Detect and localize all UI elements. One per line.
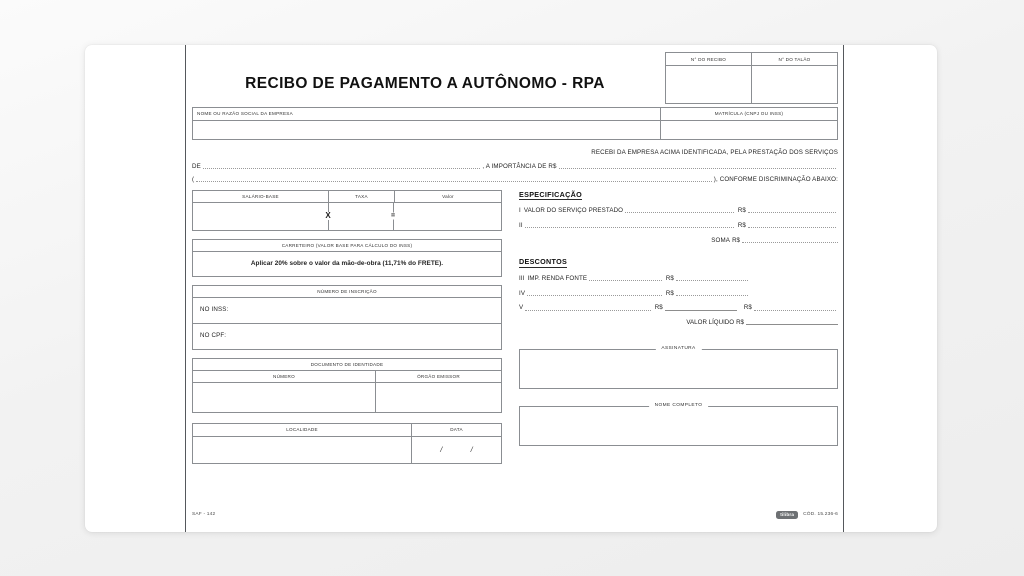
nome-completo-box[interactable] [519,402,838,446]
statement-line-1 [192,149,838,157]
item-1-label: VALOR DO SERVIÇO PRESTADO [523,207,624,215]
item-5-currency: R$ [654,304,663,312]
item-1-currency: R$ [737,207,746,215]
form-code: SAF - 142 [192,512,216,518]
form-footer [192,511,838,519]
amount-numeric-field[interactable] [559,168,836,169]
soma-amount-field[interactable] [742,242,838,243]
item-5-description-field[interactable] [525,310,650,311]
identity-divider [375,383,376,412]
service-description-field[interactable] [203,168,480,169]
company-matricula-field[interactable] [661,121,837,140]
descontos-title: DESCONTOS [519,257,568,267]
locality-headers [193,424,501,436]
footer-right-group [776,511,838,519]
valor-liquido-row [519,319,838,327]
item-2-amount-field[interactable] [748,227,836,228]
item-3-amount-field[interactable] [676,280,748,281]
identity-numero-label: NÚMERO [193,371,376,382]
soma-currency: R$ [732,236,740,244]
especificacao-section [519,190,838,245]
date-field[interactable] [412,437,501,463]
statement-line-3 [192,176,838,184]
salary-taxa-header: TAXA [329,191,395,202]
valor-liquido-currency: R$ [736,319,744,327]
amount-written-field[interactable] [196,181,712,182]
receipt-number-field[interactable] [666,66,751,103]
descontos-item-5 [519,304,838,312]
rpa-form [192,52,838,525]
assinatura-label: ASSINATURA [655,346,701,352]
receipt-number-label: N° DO RECIBO [666,53,751,66]
locality-box [192,423,502,463]
descontos-section [519,257,838,327]
talon-number-cell[interactable] [751,53,837,103]
item-2-description-field[interactable] [525,227,734,228]
item-5-numeral: V [519,304,524,312]
right-column [502,190,838,464]
tilibra-logo: tilibra [776,511,798,519]
item-3-label: IMP. RENDA FONTE [527,274,588,282]
inss-row[interactable] [193,298,501,324]
multiply-operator-icon: X [325,211,331,221]
descontos-item-4 [519,290,838,298]
left-column [192,190,502,464]
equals-operator-icon: = [390,212,396,220]
cpf-row[interactable] [193,324,501,349]
item-2-currency: R$ [737,221,746,229]
item-4-currency: R$ [665,289,674,297]
company-name-label: NOME OU RAZÃO SOCIAL DA EMPRESA [193,108,660,120]
localidade-label: LOCALIDADE [193,424,412,435]
valor-liquido-label: VALOR LÍQUIDO [686,319,735,327]
statement-importancia-label: , A IMPORTÂNCIA DE R$ [482,162,557,170]
carreteiro-instruction: Aplicar 20% sobre o valor da mão-de-obra (11,71% do FRETE). [250,259,444,267]
inss-label: NO INSS: [200,306,229,314]
company-matricula-label: MATRÍCULA (CNPJ OU INSS) [661,108,837,120]
item-1-numeral: I [519,207,521,215]
item-1-leader [625,212,734,213]
statement-de-label: DE [192,162,201,170]
item-3-numeral: III [519,274,525,282]
item-1-amount-field[interactable] [748,212,836,213]
soma-label: SOMA [711,236,731,244]
descontos-item-3 [519,275,838,283]
perforation-line-left [185,45,186,532]
salary-table [192,190,502,231]
data-label: DATA [450,427,463,433]
especificacao-title: ESPECIFICAÇÃO [519,189,583,199]
page-title: RECIBO DE PAGAMENTO A AUTÔNOMO - RPA [245,75,605,92]
item-2-numeral: II [519,221,523,229]
statement-line-1-text: RECEBI DA EMPRESA ACIMA IDENTIFICADA, PELA PRESTAÇÃO DOS SERVIÇOS [591,149,838,157]
locality-fields [193,437,501,463]
item-5-amount-field[interactable] [665,310,737,311]
statement-line-2 [192,163,838,171]
date-separator-1: / [440,444,443,454]
item-4-numeral: IV [519,289,526,297]
salary-base-header: SALÁRIO-BASE [193,191,329,202]
statement-block [192,149,838,183]
item-5-total-field[interactable] [754,310,836,311]
salary-table-header [193,191,501,203]
cpf-label: NO CPF: [200,332,227,340]
carreteiro-box [192,239,502,277]
assinatura-box[interactable] [519,345,838,389]
statement-discriminacao-label: ), CONFORME DISCRIMINAÇÃO ABAIXO: [713,175,838,183]
company-matricula-cell[interactable] [660,107,838,140]
localidade-field[interactable] [193,437,412,463]
receipt-number-cell[interactable] [666,53,751,103]
soma-row [519,237,838,245]
especificacao-item-2 [519,222,838,230]
perforation-line-right [843,45,844,532]
identity-subheaders [193,371,501,383]
item-5-total-currency: R$ [743,304,752,312]
receipt-number-boxes [665,52,838,104]
identity-document-box [192,358,502,413]
talon-number-label: N° DO TALÃO [752,53,837,66]
especificacao-item-1 [519,207,838,215]
talon-number-field[interactable] [752,66,837,103]
carreteiro-label: CARRETEIRO (VALOR BASE PARA CÁLCULO DO INSS) [193,240,501,252]
company-name-cell[interactable] [192,107,660,140]
form-body [192,190,838,464]
identity-orgao-label: ÓRGÃO EMISSOR [417,374,460,380]
salary-valor-header: Valor [442,193,454,199]
identity-document-label: DOCUMENTO DE IDENTIDADE [193,359,501,371]
valor-liquido-field[interactable] [746,324,838,325]
item-4-description-field[interactable] [527,295,662,296]
item-3-leader [589,280,662,281]
item-4-amount-field[interactable] [676,295,748,296]
inscricao-label: NÚMERO DE INSCRIÇÃO [193,286,501,298]
identity-fields[interactable] [193,383,501,412]
salary-table-body[interactable] [193,203,501,230]
company-name-field[interactable] [193,121,660,140]
date-separator-2: / [470,444,473,454]
item-3-currency: R$ [665,274,674,282]
statement-paren-open: ( [192,175,195,183]
product-code: CÓD. 15.236-6 [803,512,838,518]
company-row [192,107,838,140]
inscricao-box [192,285,502,350]
nome-completo-label: NOME COMPLETO [649,403,709,409]
